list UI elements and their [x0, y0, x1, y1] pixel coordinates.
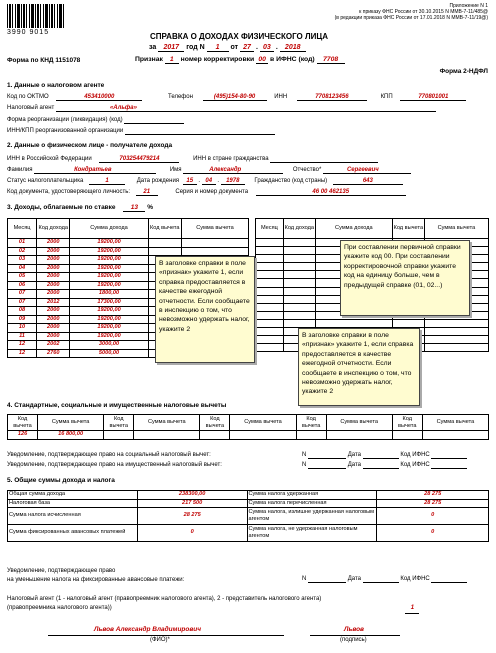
doc-series-label: Серия и номер документа [175, 189, 249, 195]
month-cell[interactable] [256, 271, 284, 279]
ifns-code-label: Код ИФНС [400, 452, 430, 458]
month-cell[interactable] [256, 279, 284, 287]
agent-codes-row [7, 94, 142, 101]
month-cell[interactable] [256, 247, 284, 255]
totals-row [8, 491, 489, 500]
income-sum-cell[interactable]: 1800,00 [70, 290, 148, 299]
date-month-field[interactable]: 03 [260, 44, 274, 52]
surname-field[interactable]: Кондратьев [34, 167, 156, 174]
deduction-sum-cell[interactable] [424, 319, 488, 327]
doc-code-field[interactable]: 21 [136, 189, 158, 196]
social-notice-label: Уведомление, подтверждающее право на социальный налоговый вычет: [7, 452, 211, 458]
dob-month-field[interactable]: 04 [202, 178, 216, 185]
date-label: Дата [347, 462, 361, 468]
section1-title: 1. Данные о налоговом агенте [7, 82, 105, 89]
month-cell[interactable] [256, 319, 284, 327]
person-status-row: Статус налогоплательщика 1 Дата рождения 15 . 04 . 1978 Гражданство (код страны) 643 [7, 178, 403, 185]
month-cell[interactable]: 09 [8, 315, 37, 324]
month-cell[interactable]: 08 [8, 307, 37, 316]
transferred-label: Сумма налога перечисленная [247, 499, 377, 508]
foreign-inn-field[interactable] [270, 156, 378, 163]
name-label: Имя [169, 167, 182, 173]
notice-number-field[interactable] [308, 462, 346, 469]
signature-field[interactable]: Львов [344, 626, 364, 633]
income-row [256, 319, 489, 327]
oktmo-label: Код по ОКТМО [7, 94, 49, 100]
deduction-sum-cell[interactable] [424, 328, 488, 336]
agent-type-line: Налоговый агент (1 - налоговый агент (правопреемник налогового агента), 2 - представитель налогового агента) [7, 596, 322, 602]
month-cell[interactable]: 04 [8, 264, 37, 273]
income-sum-cell[interactable]: 5000,00 [70, 349, 148, 358]
deduction-code-cell[interactable] [148, 247, 181, 256]
reorg-inn-field[interactable] [125, 128, 275, 135]
deduction-sum-cell[interactable] [182, 239, 249, 248]
property-notice-fields [302, 462, 467, 469]
notice-number-field[interactable] [308, 576, 346, 583]
reorg-inn-label: ИНН/КПП реорганизованной организации [7, 128, 124, 134]
deduction-sum-cell[interactable] [424, 344, 488, 352]
fixed-value[interactable]: 0 [137, 525, 247, 542]
oktmo-field[interactable]: 453410000 [56, 94, 142, 101]
percent-sign: % [147, 204, 153, 211]
month-cell[interactable]: 11 [8, 332, 37, 341]
income-sum-cell[interactable]: 19200,00 [70, 307, 148, 316]
deduction-code-cell[interactable] [148, 239, 181, 248]
deduction-code-cell[interactable] [392, 431, 422, 440]
section2-title: 2. Данные о физическом лице - получателе дохода [7, 142, 173, 149]
reorg-inn-row [7, 128, 275, 135]
notice-date-field[interactable] [363, 452, 399, 459]
reorg-form-row [7, 117, 184, 124]
income-code-cell[interactable]: 2000 [37, 307, 70, 316]
n-label: N [302, 462, 307, 468]
deductions-table [7, 414, 489, 440]
sign-field[interactable]: 1 [165, 56, 179, 64]
notice-number-field[interactable] [308, 452, 346, 459]
signature-line [310, 635, 400, 636]
fio-field[interactable]: Львов Александр Владимирович [94, 626, 202, 633]
month-cell[interactable]: 12 [8, 349, 37, 358]
notice-date-field[interactable] [363, 576, 399, 583]
income-code-cell[interactable] [283, 303, 315, 311]
month-cell[interactable]: 07 [8, 298, 37, 307]
rate-field[interactable]: 13 [123, 204, 145, 212]
month-cell[interactable] [256, 255, 284, 263]
date-label: Дата [347, 576, 361, 582]
date-year-field[interactable]: 2018 [280, 44, 306, 52]
month-cell[interactable]: 07 [8, 290, 37, 299]
form-name: Форма 2-НДФЛ [439, 68, 488, 75]
fixed-notice-fields [302, 576, 467, 583]
deduction-code-cell[interactable] [296, 431, 326, 440]
dob-year-field[interactable]: 1978 [221, 178, 245, 185]
col-income-code: Код дохода [37, 219, 70, 239]
income-row [8, 239, 249, 248]
income-code-cell[interactable] [283, 279, 315, 287]
income-sum-cell[interactable]: 19200,00 [70, 247, 148, 256]
fixed-notice-line: на уменьшение налога на фиксированные авансовые платежи: [7, 577, 185, 583]
document-title: СПРАВКА О ДОХОДАХ ФИЗИЧЕСКОГО ЛИЦА [150, 32, 328, 41]
property-notice-label: Уведомление, подтверждающее право на имущественный налоговый вычет: [7, 462, 222, 468]
withheld-value[interactable]: 28 275 [377, 491, 489, 500]
month-cell[interactable] [256, 328, 284, 336]
not-withheld-label: Сумма налога, не удержанная налоговым агентом [247, 525, 377, 542]
doc-series-field[interactable]: 46 00 462135 [256, 189, 406, 196]
dob-label: Дата рождения [136, 178, 180, 184]
deduction-sum-cell[interactable] [326, 431, 392, 440]
income-sum-cell[interactable]: 19200,00 [70, 256, 148, 265]
year-label: за [149, 44, 157, 51]
col-deduction-code: Код вычета [104, 415, 134, 431]
ifns-code-label: Код ИФНС [400, 462, 430, 468]
income-code-cell[interactable]: 2000 [37, 324, 70, 333]
signature-caption: (подпись) [340, 637, 367, 643]
income-code-cell[interactable]: 2000 [37, 247, 70, 256]
income-sum-cell[interactable]: 19200,00 [70, 324, 148, 333]
fixed-notice [7, 567, 184, 585]
hint-note-sign: В заголовке справки в поле «признак» укажите 1, если справка предоставляется в качестве ежегодной отчетности. Если сообщаете в инспекцию о том, что невозможно удержать налог, укажите 2 [155, 256, 255, 363]
phone-field[interactable]: (495)154-80-90 [203, 94, 267, 101]
tax-base-value[interactable]: 217 500 [137, 499, 247, 508]
income-code-cell[interactable] [283, 319, 315, 327]
deduction-code-cell[interactable]: 126 [8, 431, 38, 440]
income-code-cell[interactable] [283, 295, 315, 303]
income-code-cell[interactable] [283, 247, 315, 255]
sign-label: Признак [135, 56, 163, 63]
deduction-sum-cell[interactable] [134, 431, 200, 440]
col-deduction-code: Код вычета [392, 415, 422, 431]
ifns-field[interactable]: 7708 [317, 56, 345, 64]
n-label: N [302, 576, 307, 582]
not-withheld-value[interactable]: 0 [377, 525, 489, 542]
date-label: Дата [347, 452, 361, 458]
deduction-sum-cell[interactable] [422, 431, 488, 440]
agent-type-line-2 [7, 604, 489, 614]
col-deduction-sum: Сумма вычета [422, 415, 488, 431]
patronymic-label: Отчество* [292, 167, 322, 173]
tax-calc-label: Сумма налога исчисленная [8, 508, 138, 525]
name-field[interactable]: Александр [183, 167, 283, 174]
col-deduction-code: Код вычета [8, 415, 38, 431]
appendix-note [335, 3, 488, 22]
income-code-cell[interactable] [283, 255, 315, 263]
status-label: Статус налогоплательщика [7, 178, 84, 184]
col-deduction-code: Код вычета [200, 415, 230, 431]
income-code-cell[interactable]: 2760 [37, 349, 70, 358]
month-cell[interactable] [256, 239, 284, 247]
income-sum-cell[interactable]: 17300,00 [70, 298, 148, 307]
form-code: Форма по КНД 1151078 [7, 57, 81, 64]
col-income-code: Код дохода [283, 219, 315, 239]
notice-ifns-field[interactable] [431, 576, 467, 583]
year-field[interactable]: 2017 [158, 44, 184, 52]
income-code-cell[interactable] [283, 287, 315, 295]
agent-inn-field[interactable]: 7708123456 [297, 94, 367, 101]
col-income-sum: Сумма дохода [315, 219, 392, 239]
month-cell[interactable] [256, 295, 284, 303]
col-deduction-sum: Сумма вычета [424, 219, 488, 239]
excess-label: Сумма налога, излишне удержанная налоговым агентом [247, 508, 377, 525]
income-row [8, 247, 249, 256]
agent-name-field[interactable]: «Альфа» [56, 105, 436, 112]
month-cell[interactable] [256, 287, 284, 295]
month-cell[interactable] [256, 336, 284, 344]
deduction-code-cell[interactable] [392, 319, 424, 327]
number-label: год N [186, 44, 205, 51]
income-code-cell[interactable] [283, 271, 315, 279]
title-line: за 2017 год N 1 от 27 . 03 . 2018 [149, 44, 306, 52]
deduction-code-cell[interactable] [104, 431, 134, 440]
month-cell[interactable]: 12 [8, 341, 37, 350]
section3-title [7, 204, 153, 212]
month-cell[interactable]: 01 [8, 239, 37, 248]
col-month: Месяц [8, 219, 37, 239]
deduction-sum-cell[interactable]: 16 800,00 [38, 431, 104, 440]
month-cell[interactable] [256, 311, 284, 319]
income-code-cell[interactable] [283, 239, 315, 247]
col-deduction-sum: Сумма вычета [134, 415, 200, 431]
month-cell[interactable] [256, 344, 284, 352]
section5-title: 5. Общие суммы дохода и налога [7, 477, 115, 484]
income-sum-cell[interactable]: 19200,00 [70, 281, 148, 290]
agent-name-row [7, 105, 436, 112]
notice-ifns-field[interactable] [431, 462, 467, 469]
citizenship-field[interactable]: 643 [333, 178, 403, 185]
income-code-cell[interactable]: 2000 [37, 281, 70, 290]
month-cell[interactable]: 06 [8, 281, 37, 290]
month-cell[interactable] [256, 263, 284, 271]
section4-title: 4. Стандартные, социальные и имущественные налоговые вычеты [7, 402, 227, 409]
appendix-line: Приложение N 1 [449, 3, 488, 9]
income-sum-cell[interactable]: 19200,00 [70, 264, 148, 273]
fio-line [48, 635, 284, 636]
totals-table [7, 490, 489, 542]
income-sum-cell[interactable] [315, 319, 392, 327]
citizenship-label: Гражданство (код страны) [254, 178, 328, 184]
income-code-cell[interactable]: 2000 [37, 264, 70, 273]
income-table-header [256, 219, 489, 239]
income-sum-cell[interactable]: 3000,00 [70, 341, 148, 350]
correction-label: номер корректировки [180, 56, 255, 63]
barcode-number: 3990 9015 [7, 29, 50, 36]
totals-row [8, 499, 489, 508]
n-label: N [302, 452, 307, 458]
barcode-image [7, 4, 65, 28]
income-code-cell[interactable]: 2000 [37, 332, 70, 341]
income-sum-cell[interactable]: 19200,00 [70, 239, 148, 248]
income-code-cell[interactable]: 2012 [37, 298, 70, 307]
month-cell[interactable]: 05 [8, 273, 37, 282]
income-code-cell[interactable] [283, 263, 315, 271]
col-deduction-code: Код вычета [148, 219, 181, 239]
deduction-sum-cell[interactable] [424, 336, 488, 344]
doc-code-label: Код документа, удостоверяющего личность: [7, 189, 131, 195]
phone-label: Телефон [168, 94, 193, 100]
col-deduction-sum: Сумма вычета [326, 415, 392, 431]
income-sum-cell[interactable]: 19200,00 [70, 315, 148, 324]
dob-day-field[interactable]: 15 [183, 178, 197, 185]
deductions-row [8, 431, 489, 440]
agent-phone-row [168, 94, 466, 101]
person-inn-row [7, 156, 378, 163]
month-cell[interactable] [256, 303, 284, 311]
fixed-label: Сумма фиксированных авансовых платежей [8, 525, 138, 542]
person-inn-label: ИНН в Российской Федерации [7, 156, 92, 162]
ifns-label: в ИФНС (код) [270, 56, 315, 63]
person-inn-field[interactable]: 703254479214 [99, 156, 179, 163]
income-table-header [8, 219, 249, 239]
sign-line [135, 56, 345, 64]
income-code-cell[interactable]: 2002 [37, 341, 70, 350]
agent-type-text: (правопреемника налогового агента)) [7, 605, 112, 611]
total-income-label: Общая сумма дохода [8, 491, 138, 500]
kpp-field[interactable]: 770801001 [400, 94, 466, 101]
kpp-label: КПП [380, 94, 393, 100]
income-code-cell[interactable]: 2000 [37, 290, 70, 299]
fio-caption: (ФИО)* [150, 637, 170, 643]
notice-date-field[interactable] [363, 462, 399, 469]
col-deduction-sum: Сумма вычета [182, 219, 249, 239]
hint-note-sign-2: В заголовке справки в поле «признак» укажите 1, если справка предоставляется в качестве ежегодной отчетности. Если сообщаете в инспекцию о том, что невозможно удержать налог, укажите 2 [298, 328, 420, 406]
appendix-line: (в редакции приказа ФНС России от 17.01.2018 N ММВ-7-11/19@) [334, 15, 488, 22]
date-day-field[interactable]: 27 [240, 44, 254, 52]
ifns-code-label: Код ИФНС [400, 576, 430, 582]
deductions-header-row [8, 415, 489, 431]
month-cell[interactable]: 02 [8, 247, 37, 256]
status-field[interactable]: 1 [89, 178, 125, 185]
patronymic-field[interactable]: Сергеевич [323, 167, 411, 174]
deduction-sum-cell[interactable] [182, 247, 249, 256]
deduction-sum-cell[interactable] [230, 431, 296, 440]
totals-row [8, 508, 489, 525]
col-deduction-sum: Сумма вычета [38, 415, 104, 431]
notice-ifns-field[interactable] [431, 452, 467, 459]
income-code-cell[interactable]: 2000 [37, 239, 70, 248]
person-doc-row [7, 189, 406, 196]
total-income-value[interactable]: 238300,00 [137, 491, 247, 500]
reorg-form-label: Форма реорганизации (ликвидация) (код) [7, 117, 123, 123]
totals-row [8, 525, 489, 542]
income-sum-cell[interactable]: 19200,00 [70, 273, 148, 282]
hint-note-correction: При составлении первичной справки укажите код 00. При составлении корректировочной справки укажите код на единицу больше, чем в предыдущей справке (01, 02...) [340, 240, 470, 316]
col-deduction-code: Код вычета [296, 415, 326, 431]
deduction-code-cell[interactable] [200, 431, 230, 440]
transferred-value[interactable]: 28 275 [377, 499, 489, 508]
tax-base-label: Налоговая база [8, 499, 138, 508]
month-cell[interactable]: 03 [8, 256, 37, 265]
inn-label: ИНН [274, 94, 288, 100]
person-name-row [7, 167, 411, 174]
income-sum-cell[interactable]: 19200,00 [70, 332, 148, 341]
fixed-notice-line: Уведомление, подтверждающее право [7, 568, 116, 574]
income-code-cell[interactable]: 2000 [37, 315, 70, 324]
income-code-cell[interactable]: 2000 [37, 273, 70, 282]
col-month: Месяц [256, 219, 284, 239]
col-deduction-code: Код вычета [392, 219, 424, 239]
number-field[interactable]: 1 [207, 44, 229, 52]
month-cell[interactable]: 10 [8, 324, 37, 333]
appendix-line: к приказу ФНС России от 30.10.2015 N ММВ-7-11/485@ [359, 9, 488, 16]
foreign-inn-label: ИНН в стране гражданства [193, 156, 269, 162]
col-income-sum: Сумма дохода [70, 219, 148, 239]
reorg-form-field[interactable] [124, 117, 184, 124]
section3-label: 3. Доходы, облагаемые по ставке [7, 204, 116, 211]
income-code-cell[interactable]: 2000 [37, 256, 70, 265]
col-deduction-sum: Сумма вычета [230, 415, 296, 431]
tax-calc-value[interactable]: 28 275 [137, 508, 247, 525]
agent-type-field[interactable]: 1 [405, 604, 419, 614]
excess-value[interactable]: 0 [377, 508, 489, 525]
withheld-label: Сумма налога удержанная [247, 491, 377, 500]
agent-label: Налоговый агент [7, 105, 55, 111]
surname-label: Фамилия [7, 167, 33, 173]
income-code-cell[interactable] [283, 311, 315, 319]
social-notice-fields [302, 452, 467, 459]
date-label: от [230, 44, 239, 51]
correction-field[interactable]: 00 [256, 56, 268, 64]
agent-type-block [7, 595, 489, 614]
